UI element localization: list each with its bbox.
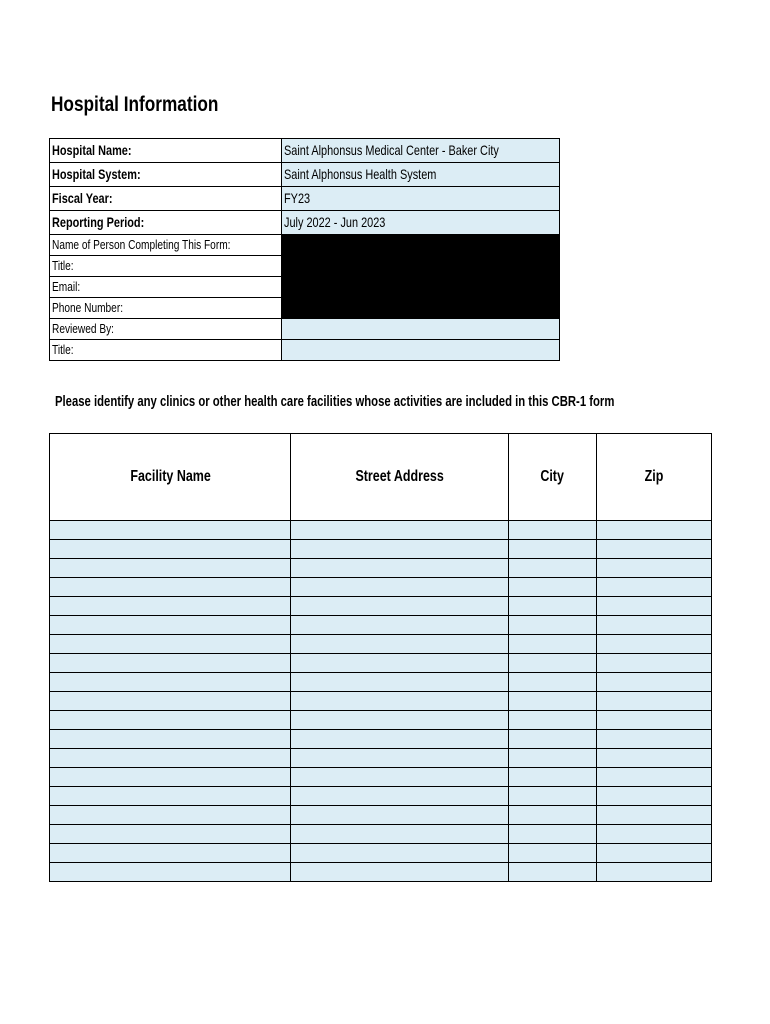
city-cell[interactable] xyxy=(508,768,597,787)
info-row-hospital-system xyxy=(50,163,560,187)
street-address-cell[interactable] xyxy=(291,768,508,787)
table-row xyxy=(50,521,712,540)
hospital-name-value[interactable]: Saint Alphonsus Medical Center - Baker City xyxy=(283,141,499,158)
zip-cell[interactable] xyxy=(597,711,712,730)
reviewer-title-label: Title: xyxy=(52,342,74,357)
zip-cell[interactable] xyxy=(597,654,712,673)
table-row xyxy=(50,692,712,711)
table-row xyxy=(50,635,712,654)
zip-cell[interactable] xyxy=(597,578,712,597)
facility-name-cell[interactable] xyxy=(50,768,291,787)
reviewed-by-label: Reviewed By: xyxy=(52,321,114,336)
table-row xyxy=(50,711,712,730)
facility-name-cell[interactable] xyxy=(50,749,291,768)
redacted-contact-block xyxy=(281,235,559,319)
phone-label: Phone Number: xyxy=(52,300,124,315)
table-row xyxy=(50,597,712,616)
table-row xyxy=(50,616,712,635)
table-row xyxy=(50,559,712,578)
hospital-system-value[interactable]: Saint Alphonsus Health System xyxy=(283,165,437,182)
table-row xyxy=(50,749,712,768)
zip-cell[interactable] xyxy=(597,673,712,692)
facility-name-cell[interactable] xyxy=(50,521,291,540)
person-completing-label: Name of Person Completing This Form: xyxy=(52,237,231,252)
table-row xyxy=(50,540,712,559)
table-row xyxy=(50,787,712,806)
info-row-reviewer-title xyxy=(50,340,560,361)
zip-cell[interactable] xyxy=(597,540,712,559)
street-address-cell[interactable] xyxy=(291,673,508,692)
street-address-cell[interactable] xyxy=(291,749,508,768)
zip-cell[interactable] xyxy=(597,768,712,787)
street-address-cell[interactable] xyxy=(291,540,508,559)
hospital-name-label: Hospital Name: xyxy=(52,141,132,158)
zip-cell[interactable] xyxy=(597,692,712,711)
facility-name-cell[interactable] xyxy=(50,863,291,882)
reviewer-title-field[interactable] xyxy=(281,340,559,361)
zip-header: Zip xyxy=(597,434,712,521)
facility-name-cell[interactable] xyxy=(50,673,291,692)
facility-name-cell[interactable] xyxy=(50,616,291,635)
city-cell[interactable] xyxy=(508,559,597,578)
street-address-cell[interactable] xyxy=(291,825,508,844)
zip-cell[interactable] xyxy=(597,787,712,806)
facility-prompt: Please identify any clinics or other health care facilities whose activities are included in this CBR-1 form xyxy=(55,394,615,410)
facility-header-row xyxy=(50,434,712,521)
table-row xyxy=(50,768,712,787)
facility-name-cell[interactable] xyxy=(50,787,291,806)
facility-name-cell[interactable] xyxy=(50,844,291,863)
city-cell[interactable] xyxy=(508,692,597,711)
street-address-cell[interactable] xyxy=(291,635,508,654)
table-row xyxy=(50,578,712,597)
table-row xyxy=(50,730,712,749)
city-cell[interactable] xyxy=(508,540,597,559)
street-address-cell[interactable] xyxy=(291,616,508,635)
table-row xyxy=(50,863,712,882)
street-address-cell[interactable] xyxy=(291,787,508,806)
city-cell[interactable] xyxy=(508,806,597,825)
title-label: Title: xyxy=(52,258,74,273)
zip-cell[interactable] xyxy=(597,730,712,749)
facility-name-cell[interactable] xyxy=(50,597,291,616)
street-address-cell[interactable] xyxy=(291,863,508,882)
info-row-person-completing xyxy=(50,235,560,256)
street-address-cell[interactable] xyxy=(291,559,508,578)
facility-name-cell[interactable] xyxy=(50,692,291,711)
fiscal-year-value[interactable]: FY23 xyxy=(283,189,310,206)
facility-name-header: Facility Name xyxy=(50,434,291,521)
facility-name-cell[interactable] xyxy=(50,806,291,825)
city-cell[interactable] xyxy=(508,673,597,692)
city-cell[interactable] xyxy=(508,825,597,844)
street-address-cell[interactable] xyxy=(291,730,508,749)
city-cell[interactable] xyxy=(508,711,597,730)
table-row xyxy=(50,844,712,863)
zip-cell[interactable] xyxy=(597,749,712,768)
info-row-reporting-period xyxy=(50,211,560,235)
facility-name-cell[interactable] xyxy=(50,825,291,844)
street-address-cell[interactable] xyxy=(291,578,508,597)
zip-cell[interactable] xyxy=(597,521,712,540)
hospital-system-label: Hospital System: xyxy=(52,165,141,182)
city-cell[interactable] xyxy=(508,863,597,882)
facility-name-cell[interactable] xyxy=(50,730,291,749)
zip-cell[interactable] xyxy=(597,806,712,825)
table-row xyxy=(50,654,712,673)
fiscal-year-label: Fiscal Year: xyxy=(52,189,113,206)
street-address-cell[interactable] xyxy=(291,597,508,616)
city-cell[interactable] xyxy=(508,749,597,768)
facility-name-cell[interactable] xyxy=(50,578,291,597)
facility-name-cell[interactable] xyxy=(50,559,291,578)
facility-table-body xyxy=(50,521,712,882)
facility-table xyxy=(49,433,712,882)
city-header: City xyxy=(508,434,597,521)
info-row-reviewed-by xyxy=(50,319,560,340)
city-cell[interactable] xyxy=(508,787,597,806)
facility-name-cell[interactable] xyxy=(50,711,291,730)
zip-cell[interactable] xyxy=(597,597,712,616)
street-address-cell[interactable] xyxy=(291,806,508,825)
info-row-hospital-name xyxy=(50,139,560,163)
facility-name-cell[interactable] xyxy=(50,540,291,559)
email-label: Email: xyxy=(52,279,81,294)
info-row-fiscal-year xyxy=(50,187,560,211)
street-address-cell[interactable] xyxy=(291,521,508,540)
city-cell[interactable] xyxy=(508,635,597,654)
street-address-cell[interactable] xyxy=(291,711,508,730)
city-cell[interactable] xyxy=(508,654,597,673)
table-row xyxy=(50,806,712,825)
facility-name-cell[interactable] xyxy=(50,635,291,654)
zip-cell[interactable] xyxy=(597,863,712,882)
street-address-cell[interactable] xyxy=(291,844,508,863)
zip-cell[interactable] xyxy=(597,559,712,578)
zip-cell[interactable] xyxy=(597,635,712,654)
street-address-cell[interactable] xyxy=(291,692,508,711)
city-cell[interactable] xyxy=(508,597,597,616)
facility-name-cell[interactable] xyxy=(50,654,291,673)
city-cell[interactable] xyxy=(508,578,597,597)
zip-cell[interactable] xyxy=(597,616,712,635)
reviewed-by-field[interactable] xyxy=(281,319,559,340)
page-title: Hospital Information xyxy=(51,93,219,116)
street-address-cell[interactable] xyxy=(291,654,508,673)
city-cell[interactable] xyxy=(508,844,597,863)
table-row xyxy=(50,673,712,692)
zip-cell[interactable] xyxy=(597,844,712,863)
zip-cell[interactable] xyxy=(597,825,712,844)
city-cell[interactable] xyxy=(508,521,597,540)
street-address-header: Street Address xyxy=(291,434,508,521)
city-cell[interactable] xyxy=(508,730,597,749)
reporting-period-value[interactable]: July 2022 - Jun 2023 xyxy=(283,213,386,230)
reporting-period-label: Reporting Period: xyxy=(52,213,145,230)
table-row xyxy=(50,825,712,844)
city-cell[interactable] xyxy=(508,616,597,635)
hospital-info-table xyxy=(49,138,560,361)
